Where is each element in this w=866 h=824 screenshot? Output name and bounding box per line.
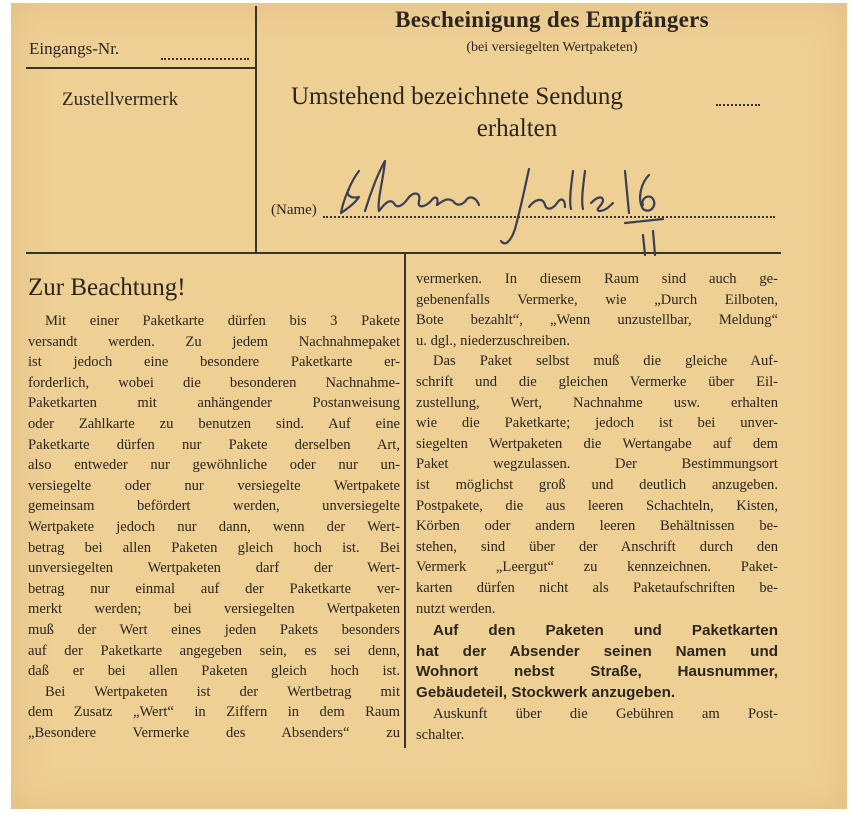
bold-line: Auf den Paketen und Paketkarten — [433, 622, 778, 639]
notice-left-line: „Besondere Vermerke des Absenders“ zu — [28, 724, 400, 741]
notice-right-line: ist möglichst groß und deutlich anzugeben. — [416, 476, 778, 493]
receipt-card — [11, 3, 847, 809]
notice-left-line: gemeinsam befördert werden, unversiegelte — [28, 498, 400, 515]
bold-line: Wohnort nebst Straße, Hausnummer, — [416, 663, 778, 681]
notice-footer — [416, 704, 778, 745]
handwritten-signature — [329, 151, 689, 261]
notice-left-line: forderlich, wobei die besonderen Nachnahme- — [28, 374, 400, 391]
notice-left-line: merkt werden; bei versiegelten Wertpaketen — [28, 601, 400, 618]
erhalten-text: erhalten — [476, 115, 558, 142]
notice-right-line: siegelten Wertpaketen die Wertangabe auf dem — [416, 435, 778, 452]
notice-bold-instructions — [416, 621, 778, 703]
notice-left-line: oder Zahlkarte zu benutzen sind. Auf eine — [28, 415, 400, 432]
notice-right-line: Paket wegzulassen. Der Bestimmungsort — [416, 456, 778, 473]
notice-heading: Zur Beachtung! — [28, 274, 186, 301]
sendung-text: Umstehend bezeichnete Sendung — [291, 83, 623, 110]
notice-left-line: daß er bei allen Paketen gleich hoch ist. — [28, 663, 400, 680]
notice-left-line: Paketkarte dürfen nur Pakete derselben Art, — [28, 436, 400, 453]
notice-right-line: stehen, sind über der Anschrift durch den — [416, 538, 778, 555]
notice-right-column — [416, 269, 778, 619]
notice-left-line: dem Zusatz „Wert“ in Ziffern in dem Raum — [28, 704, 400, 721]
notice-left-line: auf der Paketkarte angegeben sein, es sei denn, — [28, 642, 400, 659]
notice-right-line: vermerken. In diesem Raum sind auch ge- — [416, 271, 778, 287]
notice-right-line: wie die Paketkarte; jedoch ist bei unver- — [416, 415, 778, 432]
notice-right-line: nutzt werden. — [416, 600, 496, 617]
notice-left-line: versandt werden. Zu jedem Nachnahmepaket — [28, 333, 400, 350]
eingangs-nr-field — [161, 58, 249, 60]
footer-line: schalter. — [416, 726, 465, 743]
sendung-field — [716, 104, 760, 106]
column-divider — [404, 254, 406, 748]
notice-left-line: Paketkarten mit anhängender Postanweisung — [28, 395, 400, 412]
notice-left-line: muß der Wert eines jeden Pakets besonders — [28, 621, 400, 638]
notice-right-line: Postpakete, die aus leeren Schachteln, Kisten, — [416, 497, 778, 514]
notice-right-line: Körben oder andern leeren Behältnissen be- — [416, 518, 778, 535]
notice-right-line: schrift und die gleichen Vermerke über Eil- — [416, 373, 778, 390]
notice-left-line: unversiegelten Wertpaketen darf der Wert- — [28, 560, 400, 577]
page-subtitle: (bei versiegelten Wertpaketen) — [466, 40, 638, 55]
footer-line: Auskunft über die Gebühren am Post- — [433, 706, 778, 722]
notice-left-line: ist jedoch eine besondere Paketkarte er- — [28, 354, 400, 371]
notice-right-line: Vermerk „Leergut“ zu kennzeichnen. Paket- — [416, 559, 778, 576]
notice-left-line: Wertpakete jedoch nur dann, wenn der Wert- — [28, 518, 400, 535]
eingangs-nr-label: Eingangs-Nr. — [29, 39, 120, 58]
notice-left-line: Mit einer Paketkarte dürfen bis 3 Pakete — [45, 313, 400, 329]
notice-right-line: u. dgl., niederzuschreiben. — [416, 332, 570, 349]
notice-left-line: betrag bei allen Paketen gleich hoch ist. Bei — [28, 539, 400, 556]
page-title: Bescheinigung des Empfängers — [395, 7, 709, 32]
notice-left-line: betrag nur einmal auf der Paketkarte ver- — [28, 580, 400, 597]
name-label: (Name) — [271, 202, 317, 218]
bold-line: Gebäudeteil, Stockwerk anzugeben. — [416, 683, 676, 701]
notice-left-line: also entweder nur gewöhnliche oder nur un- — [28, 457, 400, 474]
eingangs-divider — [26, 67, 255, 69]
notice-left-line: versiegelte oder nur versiegelte Wertpakete — [28, 477, 400, 494]
notice-right-line: zustellung, Wert, Nachnahme usw. erhalten — [416, 394, 778, 411]
bold-line: hat der Absender seinen Namen und — [416, 642, 778, 660]
notice-left-line: Bei Wertpaketen ist der Wertbetrag mit — [45, 683, 400, 700]
notice-right-line: gebenenfalls Vermerke, wie „Durch Eilboten, — [416, 291, 778, 308]
notice-left-column — [28, 311, 400, 743]
zustellvermerk-label: Zustellvermerk — [62, 89, 179, 110]
notice-right-line: Bote bezahlt“, „Wenn unzustellbar, Meldung“ — [416, 312, 778, 329]
notice-right-line: karten dürfen nicht als Paketaufschriften be- — [416, 579, 778, 596]
notice-right-line: Das Paket selbst muß die gleiche Auf- — [433, 353, 778, 370]
